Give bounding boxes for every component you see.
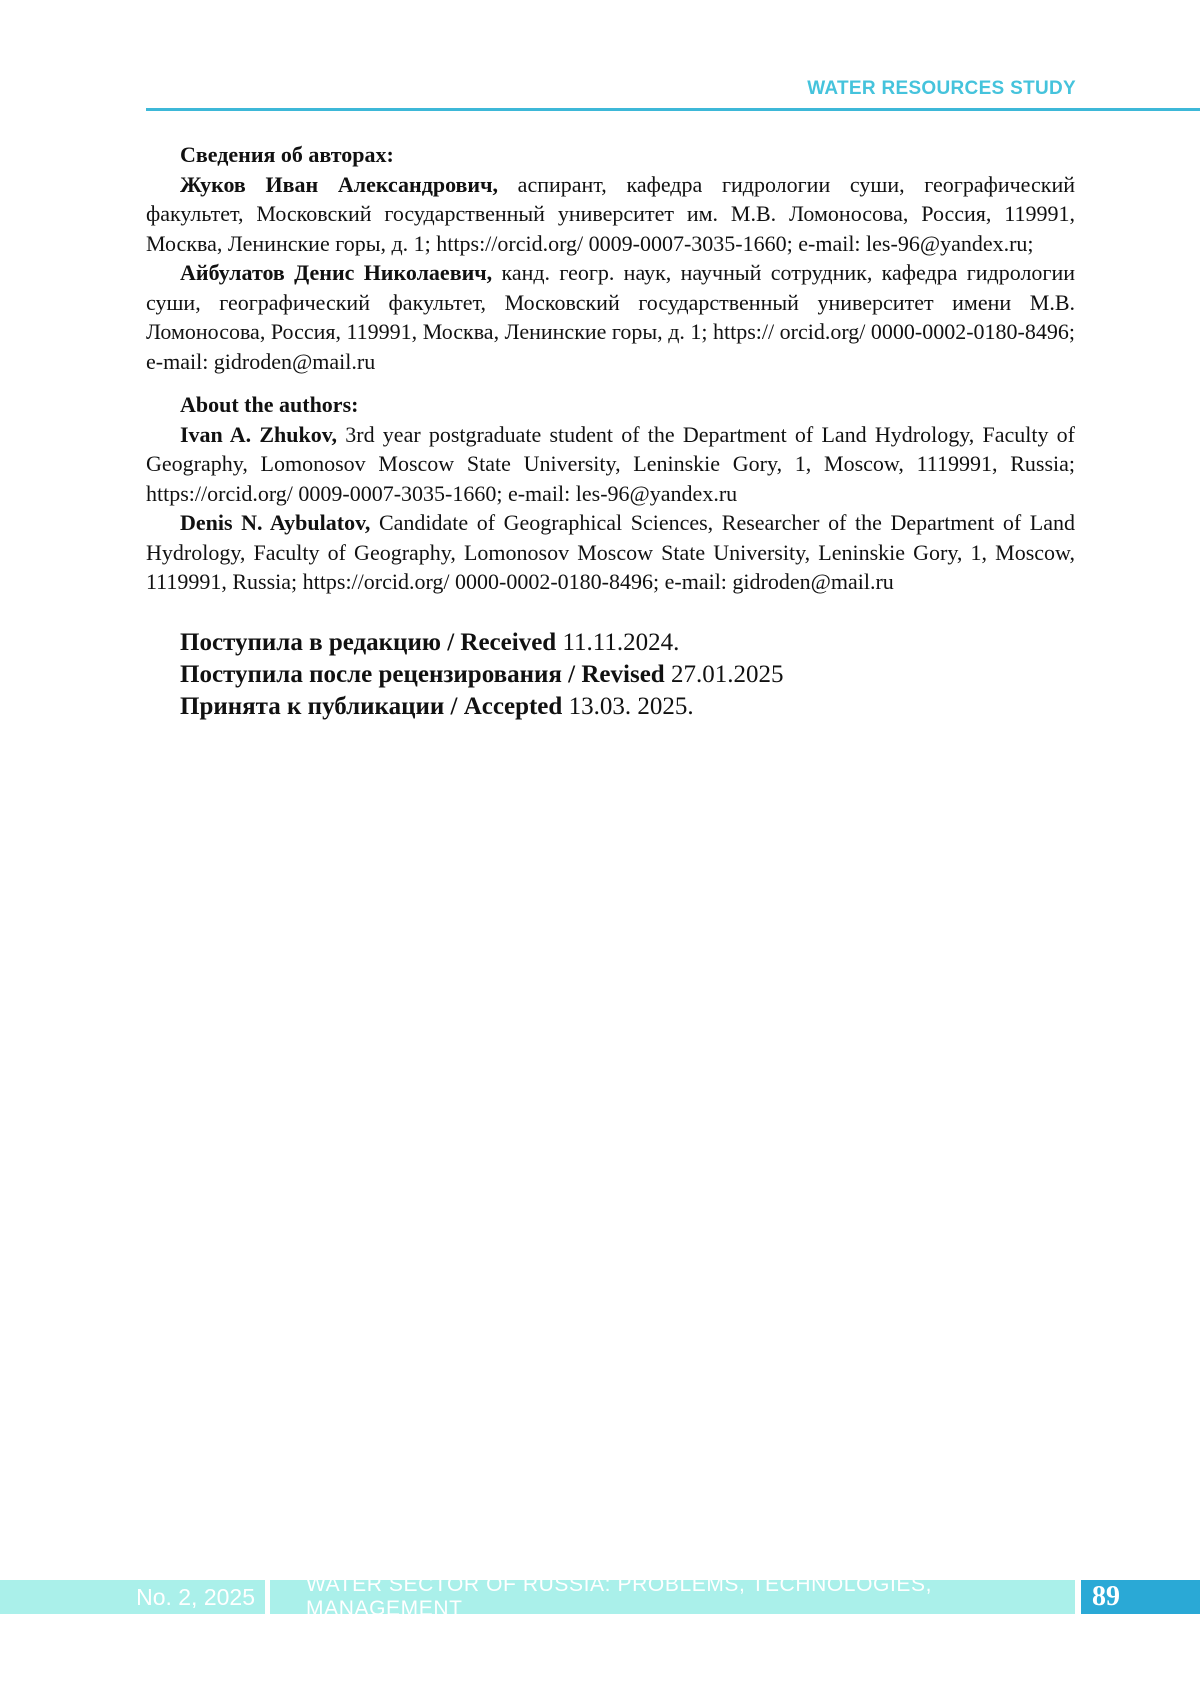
author-en-1 [146,420,1075,509]
page-footer [0,1573,1200,1620]
running-head: WATER RESOURCES STUDY [807,78,1076,99]
author-ru-1-name: Жуков Иван Александрович, [180,171,498,197]
revised-label: Поступила после рецензирования / Revised [180,660,665,688]
received-label: Поступила в редакцию / Received [180,628,557,656]
accepted-label: Принята к публикации / Accepted [180,692,563,720]
accepted-date [146,691,1075,723]
authors-en-section [146,390,1075,597]
author-ru-2-details: канд. геогр. наук, научный сотрудник, кафедра гидрологии суши, географический факультет, Московский государственный университет имени М.В. Ломоносова, Россия, 119991, Москва, Ленинские горы, д. 1; https:// orcid.org/ 0000-0002-0180-8496; e-mail: gidroden@mail.ru [146,260,1075,374]
author-ru-2 [146,258,1075,376]
author-en-2 [146,508,1075,597]
author-en-2-details: Candidate of Geographical Sciences, Researcher of the Department of Land Hydrology, Faculty of Geography, Lomonosov Moscow State University, Leninskie Gory, 1, Moscow, 1119991, Russia; https://orcid.org/ 0000-0002-0180-8496; e-mail: gidroden@mail.ru [146,510,1075,594]
authors-ru-section [146,140,1075,376]
author-ru-1-details: аспирант, кафедра гидрологии суши, географический факультет, Московский государственный университет им. М.В. Ломоносова, Россия, 119991, Москва, Ленинские горы, д. 1; https://orcid.org/ 0009-0007-3035-1660; e-mail: les-96@yandex.ru; [146,171,1075,256]
author-ru-2-name: Айбулатов Денис Николаевич, [180,260,493,285]
revised-date [146,659,1075,691]
author-en-1-details: 3rd year postgraduate student of the Department of Land Hydrology, Faculty of Geography, Lomonosov Moscow State University, Leninskie Gory, 1, Moscow, 1119991, Russia; https://orcid.org/ 0009-0007-3035-1660; e-mail: les-96@yandex.ru [146,421,1075,506]
header-rule [146,108,1200,111]
footer-issue: No. 2, 2025 [0,1580,265,1614]
authors-en-heading: About the authors: [180,392,359,417]
received-date [146,627,1075,659]
author-en-1-name: Ivan A. Zhukov, [180,421,338,447]
footer-journal-title: WATER SECTOR OF RUSSIA: PROBLEMS, TECHNOLOGIES, MANAGEMENT [270,1580,1075,1614]
received-value: 11.11.2024. [556,628,680,656]
author-en-2-name: Denis N. Aybulatov, [180,510,371,535]
author-ru-1 [146,170,1075,259]
revised-value: 27.01.2025 [664,660,784,688]
page-number: 89 [1081,1580,1200,1614]
authors-ru-heading: Сведения об авторах: [180,142,394,167]
article-dates [146,627,1075,723]
accepted-value: 13.03. 2025. [562,692,694,720]
page-content [146,140,1075,723]
